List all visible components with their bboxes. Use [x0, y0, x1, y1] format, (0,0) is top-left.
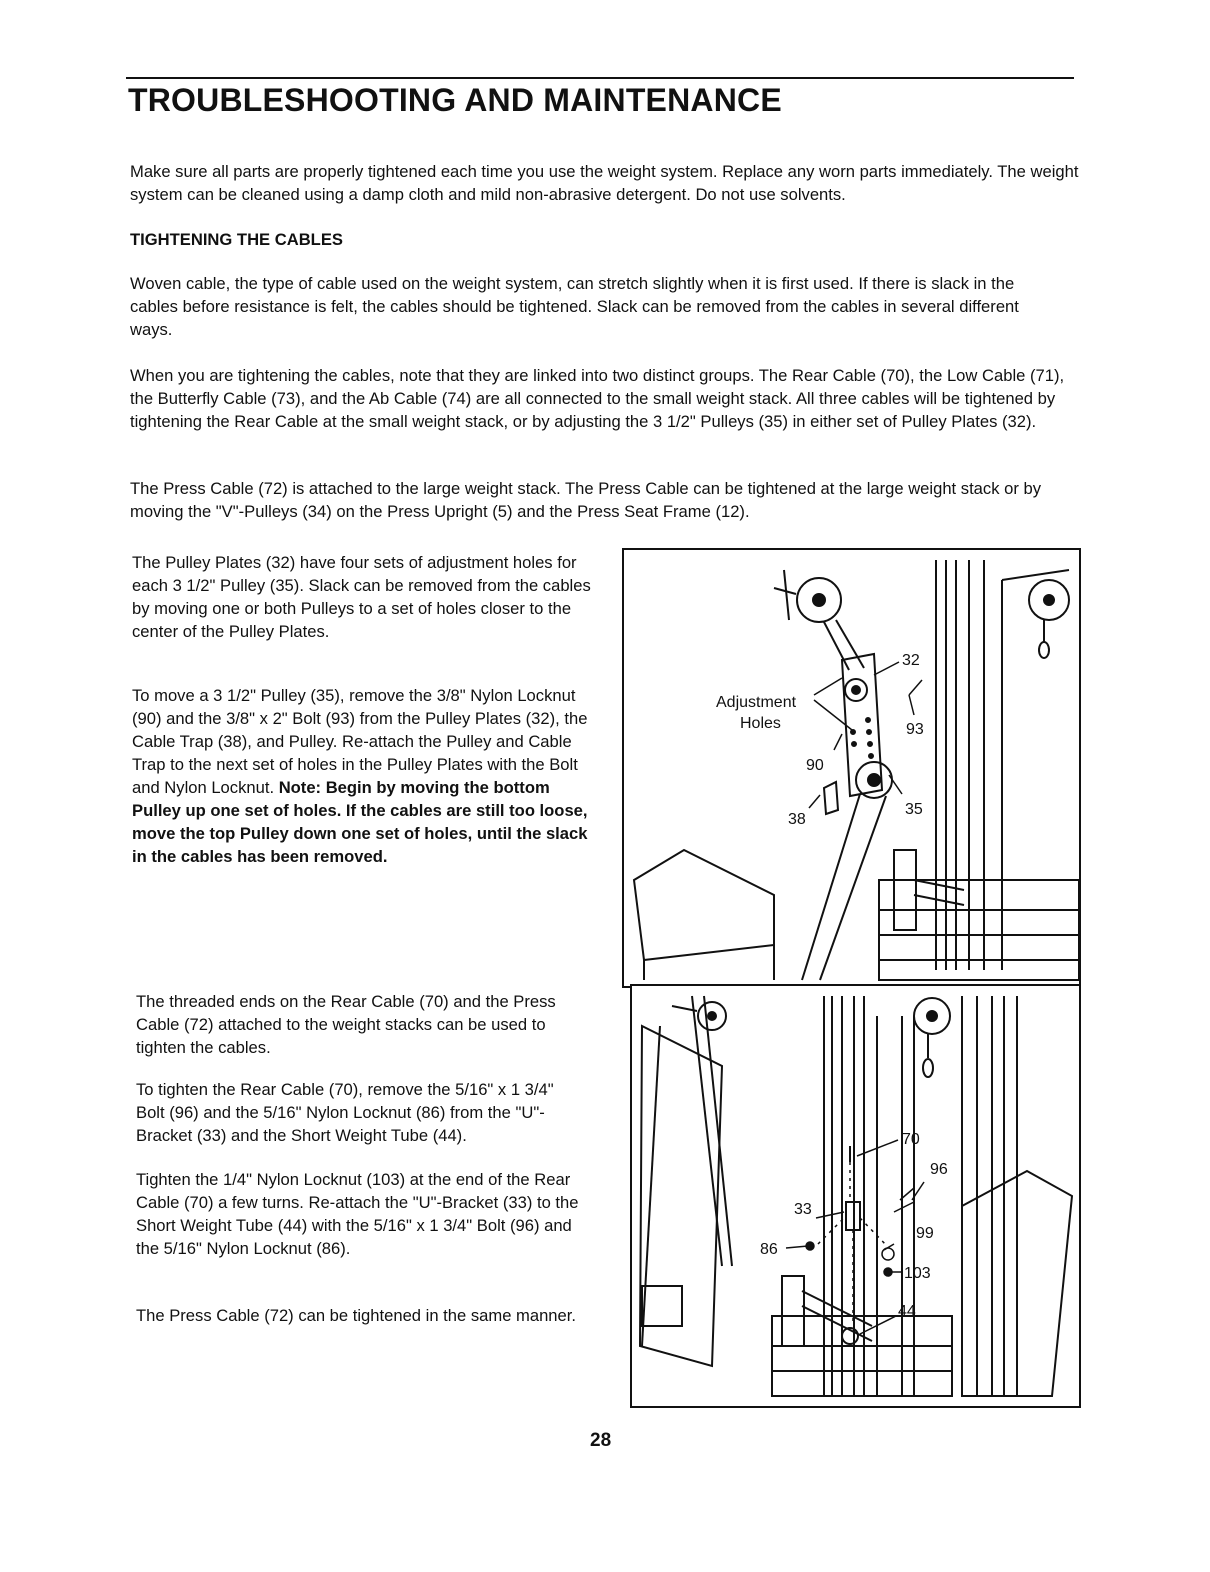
- paragraph-threaded-ends: The threaded ends on the Rear Cable (70) and the Press Cable (72) attached to the weight stacks can be used to tighten the cables.: [136, 992, 556, 1057]
- page-title: TROUBLESHOOTING AND MAINTENANCE: [128, 82, 782, 118]
- callout-99: 99: [916, 1225, 934, 1242]
- callout-90: 90: [806, 757, 824, 774]
- paragraph-pulley-plates: The Pulley Plates (32) have four sets of adjustment holes for each 3 1/2" Pulley (35). Slack can be removed from the cables by moving one or both Pulleys to a set of holes closer to the center of the Pulley Plates.: [132, 553, 591, 641]
- paragraph-cable-groups: When you are tightening the cables, note that they are linked into two distinct groups. The Rear Cable (70), the Low Cable (71), the Butterfly Cable (73), and the Ab Cable (74) are all connected to the small weight stack. All three cables will be tightened by tightening the Rear Cable at the small weight stack, or by adjusting the 3 1/2" Pulleys (35) in either set of Pulley Plates (32).: [130, 366, 1065, 431]
- title-rule: [126, 77, 1074, 79]
- pulley-plates-illustration: [624, 550, 1079, 986]
- section-heading: TIGHTENING THE CABLES: [130, 230, 343, 249]
- paragraph-woven-cable: Woven cable, the type of cable used on the weight system, can stretch slightly when it is first used. If there is slack in the cables before resistance is felt, the cables should be tightened. Slack can be removed from the cables in several different ways.: [130, 274, 1019, 339]
- callout-32: 32: [902, 652, 920, 669]
- callout-38: 38: [788, 811, 806, 828]
- page-number: 28: [590, 1430, 612, 1451]
- callout-33: 33: [794, 1201, 812, 1218]
- callout-35: 35: [905, 801, 923, 818]
- adjustment-label-2: Holes: [740, 715, 781, 732]
- move-pulley-text: To move a 3 1/2" Pulley (35), remove the 3/8" Nylon Locknut (90) and the 3/8" x 2" Bolt (93) from the Pulley Plates (32), the Cable Trap (38), and Pulley. Re-attach the Pulley and Cable Trap to the next set of holes in the Pulley Plates with the Bolt and Nylon Locknut.: [132, 686, 588, 797]
- figure-weight-stack: [630, 984, 1081, 1408]
- paragraph-press-cable: The Press Cable (72) is attached to the large weight stack. The Press Cable can be tightened at the large weight stack or by moving the "V"-Pulleys (34) on the Press Upright (5) and the Press Seat Frame (12).: [130, 479, 1042, 521]
- callout-96: 96: [930, 1161, 948, 1178]
- paragraph-press-same: The Press Cable (72) can be tightened in the same manner.: [136, 1306, 576, 1325]
- callout-44: 44: [898, 1303, 916, 1320]
- move-pulley-note: Note: Begin by moving the bottom Pulley up one set of holes. If the cables are still too loose, move the top Pulley down one set of holes, until the slack in the cables has been removed.: [132, 778, 588, 866]
- paragraph-tighten-rear: To tighten the Rear Cable (70), remove the 5/16" x 1 3/4" Bolt (96) and the 5/16" Nylon Locknut (86) from the "U"-Bracket (33) and the Short Weight Tube (44).: [136, 1080, 554, 1145]
- weight-stack-illustration: [632, 986, 1079, 1406]
- figure-pulley-plates: [622, 548, 1081, 988]
- callout-86: 86: [760, 1241, 778, 1258]
- callout-93: 93: [906, 721, 924, 738]
- paragraph-reattach: Tighten the 1/4" Nylon Locknut (103) at the end of the Rear Cable (70) a few turns. Re-attach the "U"-Bracket (33) to the Short Weight Tube (44) with the 5/16" x 1 3/4" Bolt (96) and the 5/16" Nylon Locknut (86).: [136, 1170, 579, 1258]
- callout-70: 70: [902, 1131, 920, 1148]
- paragraph-move-pulley: [132, 684, 592, 868]
- adjustment-label-1: Adjustment: [716, 694, 797, 711]
- callout-103: 103: [904, 1265, 931, 1282]
- intro-paragraph: Make sure all parts are properly tightened each time you use the weight system. Replace any worn parts immediately. The weight system can be cleaned using a damp cloth and mild non-abrasive detergent. Do not use solvents.: [130, 162, 1079, 204]
